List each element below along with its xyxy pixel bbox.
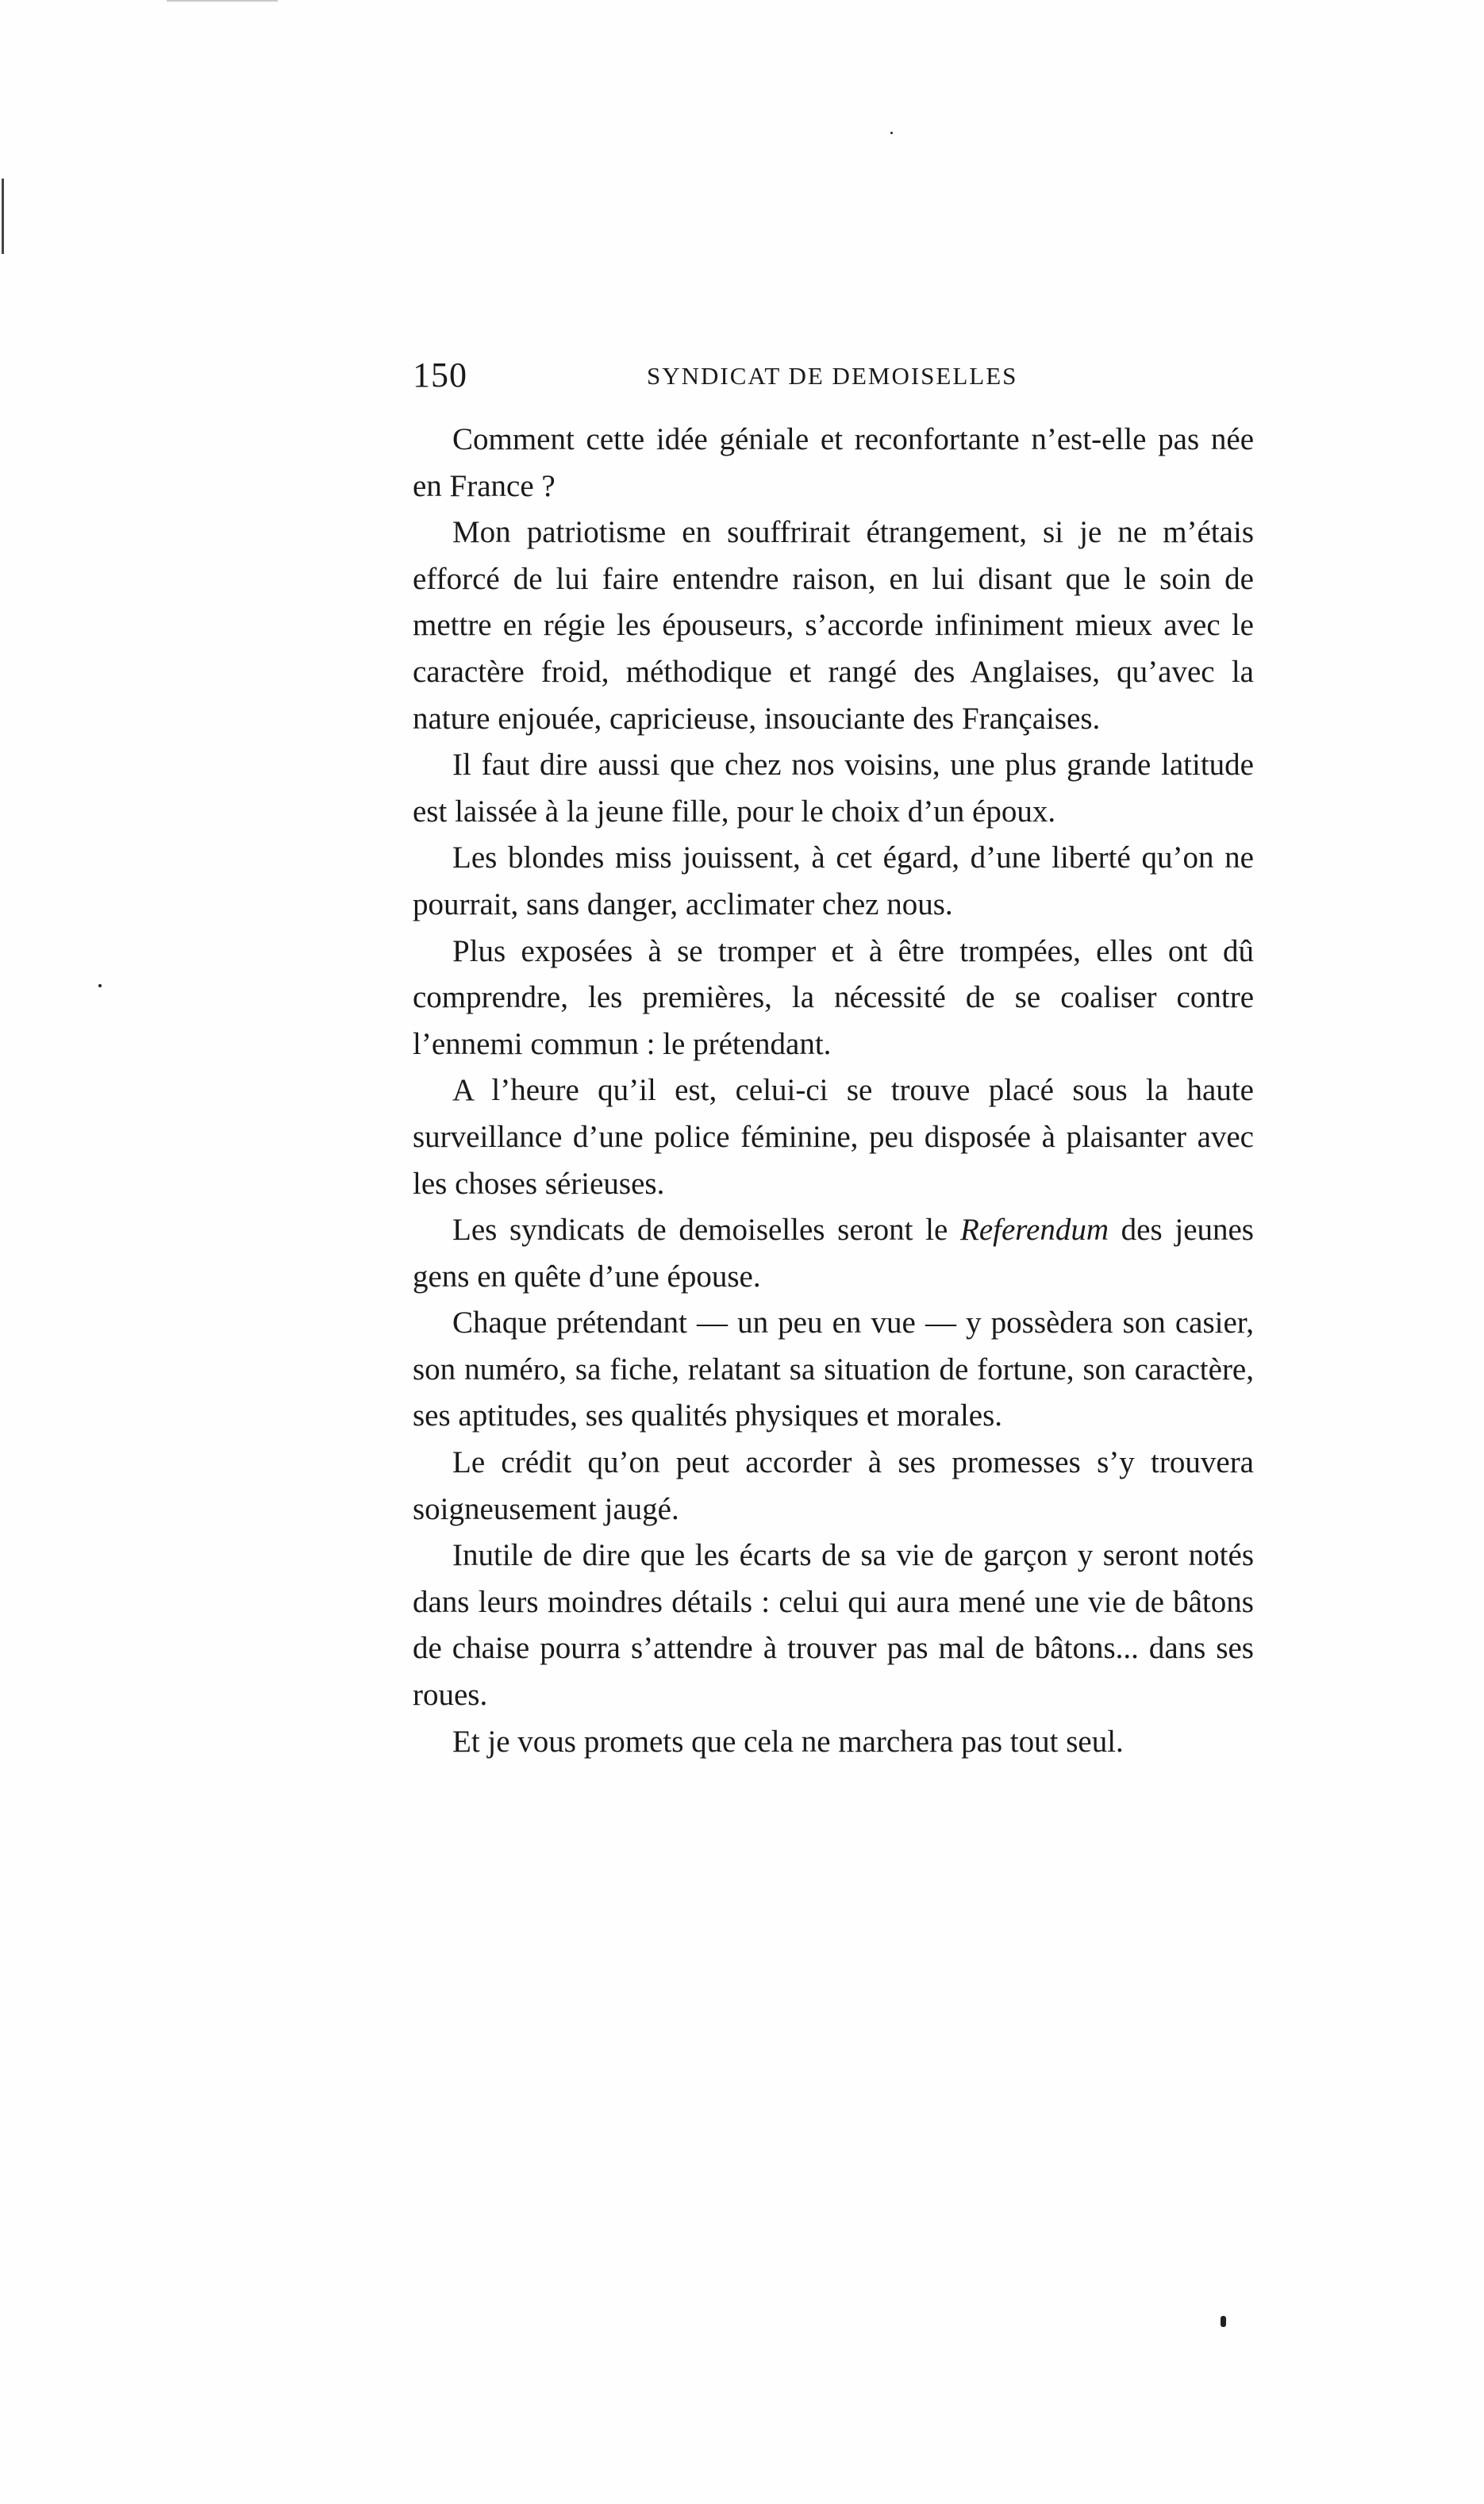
body-text xyxy=(413,417,1254,1765)
page-header xyxy=(413,356,1266,395)
paragraph-10: Inutile de dire que les écarts de sa vie de garçon y seront notés dans leurs moindres détails : celui qui aura mené une vie de bâtons de chaise pourra s’attendre à trouver pas mal de bâtons... dans ses roues. xyxy=(413,1538,1254,1713)
paragraph-3: Il faut dire aussi que chez nos voisins, une plus grande latitude est laissée à la jeune fille, pour le choix d’un époux. xyxy=(413,748,1254,829)
page-number: 150 xyxy=(413,356,467,394)
paragraph-5: Plus exposées à se tromper et à être trompées, elles ont dû comprendre, les premières, la nécessité de se coaliser contre l’ennemi commun : le prétendant. xyxy=(413,933,1254,1061)
scan-edge-mark-top xyxy=(167,0,278,2)
paragraph-8: Chaque prétendant — un peu en vue — y possèdera son casier, son numéro, sa fiche, relatant sa situation de fortune, son caractère, ses aptitudes, ses qualités physiques et morales. xyxy=(413,1306,1254,1433)
paragraph-2: Mon patriotisme en souffrirait étrangement, si je ne m’étais efforcé de lui faire entendre raison, en lui disant que le soin de mettre en régie les épouseurs, s’accorde infiniment mieux avec le caractère froid, méthodique et rangé des Anglaises, qu’avec la nature enjouée, capricieuse, insouciante des Françaises. xyxy=(413,515,1254,736)
scan-edge-mark-left xyxy=(2,179,4,254)
ink-speck xyxy=(98,984,102,987)
italic-word-referendum: Referendum xyxy=(960,1213,1109,1248)
paragraph-7-after: des jeunes gens en quête d’une épouse. xyxy=(413,1213,1254,1294)
paragraph-7 xyxy=(413,1207,1254,1300)
paragraph-11: Et je vous promets que cela ne marchera pas tout seul. xyxy=(452,1724,1124,1759)
ink-speck xyxy=(1221,2316,1226,2327)
running-title: SYNDICAT DE DEMOISELLES xyxy=(647,362,1018,390)
paragraph-4: Les blondes miss jouissent, à cet égard, d’une liberté qu’on ne pourrait, sans danger, acclimater chez nous. xyxy=(413,840,1254,921)
paragraph-1: Comment cette idée géniale et reconfortante n’est-elle pas née en France ? xyxy=(413,422,1254,503)
paragraph-7-before: Les syndicats de demoiselles seront le xyxy=(452,1213,960,1248)
paragraph-9: Le crédit qu’on peut accorder à ses promesses s’y trouvera soigneusement jaugé. xyxy=(413,1445,1254,1526)
ink-speck xyxy=(890,132,893,134)
paragraph-6: A l’heure qu’il est, celui-ci se trouve placé sous la haute surveillance d’une police féminine, peu disposée à plaisanter avec les choses sérieuses. xyxy=(413,1073,1254,1201)
